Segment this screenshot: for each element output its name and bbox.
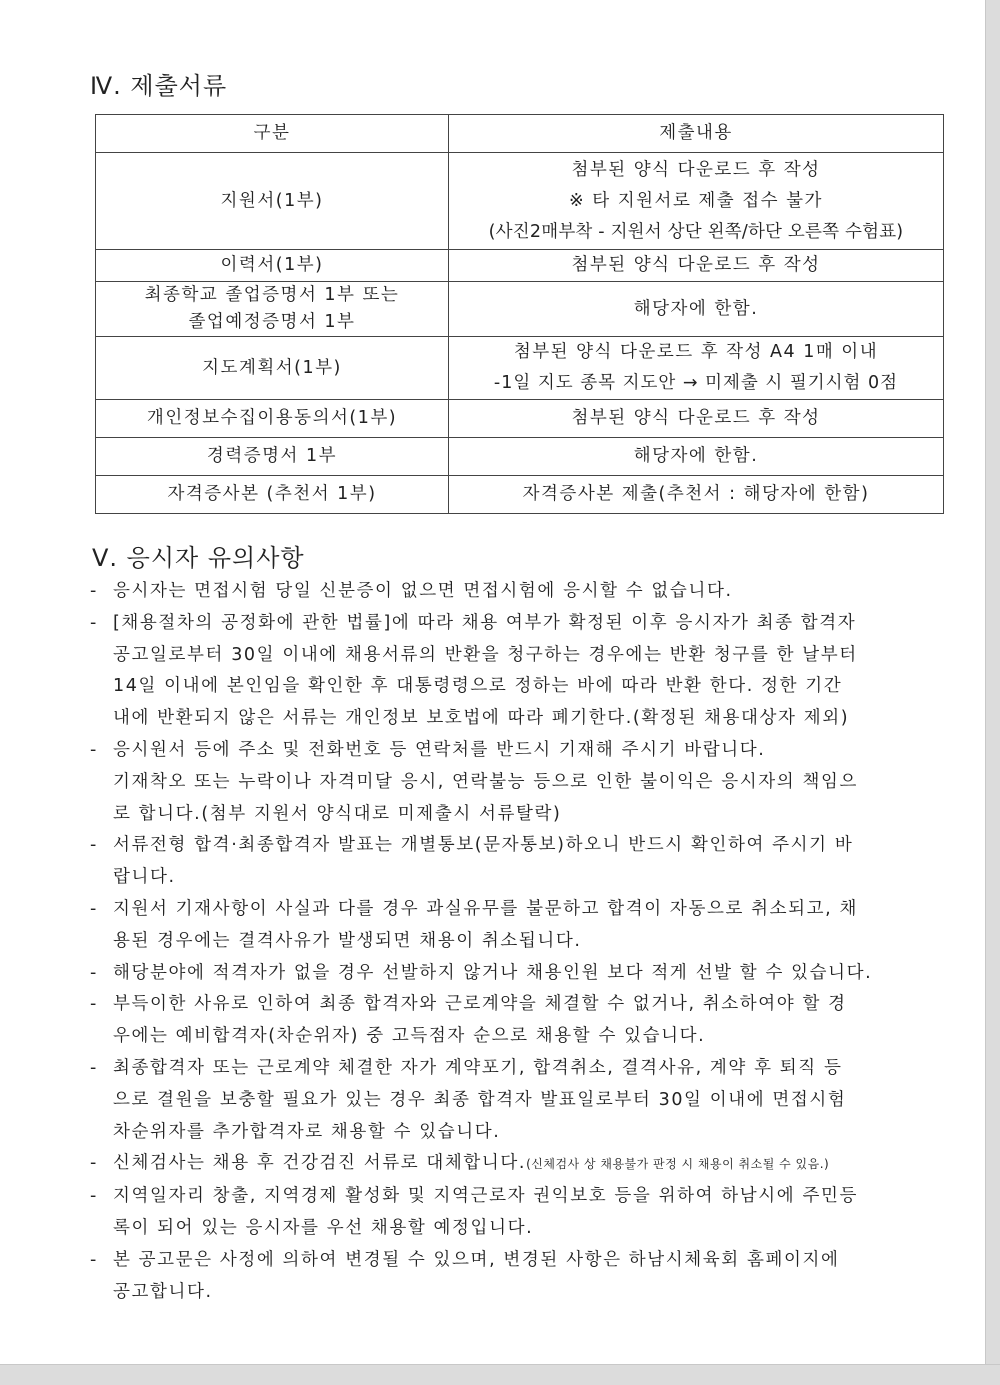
header-content: 제출내용 <box>449 115 944 153</box>
content-cell: 자격증사본 제출(추천서 : 해당자에 한함) <box>449 476 944 514</box>
content-cell: 첨부된 양식 다운로드 후 작성 A4 1매 이내 -1일 지도 종목 지도안 → 미제출 시 필기시험 0점 <box>449 337 944 400</box>
list-item: - 신체검사는 채용 후 건강검진 서류로 대체합니다.(신체검사 상 채용불가 판정 시 채용이 취소될 수 있음.) <box>90 1153 830 1174</box>
list-item: - 본 공고문은 사정에 의하여 변경될 수 있으며, 변경된 사항은 하남시체육회 홈페이지에 공고합니다. <box>90 1249 840 1302</box>
documents-table <box>95 114 944 514</box>
table-row <box>96 250 944 282</box>
content-cell: 첨부된 양식 다운로드 후 작성 <box>449 400 944 438</box>
section-4-title: Ⅳ. 제출서류 <box>90 72 228 100</box>
list-item: - 지원서 기재사항이 사실과 다를 경우 과실유무를 불문하고 합격이 자동으로 취소되고, 채 용된 경우에는 결격사유가 발생되면 채용이 취소됩니다. <box>90 898 858 951</box>
doc-cell: 지도계획서(1부) <box>96 337 449 400</box>
content-cell: 첨부된 양식 다운로드 후 작성 ※ 타 지원서로 제출 접수 불가 (사진2매부착 - 지원서 상단 왼쪽/하단 오른쪽 수험표) <box>449 153 944 250</box>
content-cell: 해당자에 한함. <box>449 282 944 337</box>
table-row <box>96 400 944 438</box>
page-edge-right <box>985 0 1000 1385</box>
small-note: (신체검사 상 채용불가 판정 시 채용이 취소될 수 있음.) <box>526 1157 830 1172</box>
table-header-row <box>96 115 944 153</box>
doc-cell: 이력서(1부) <box>96 250 449 282</box>
list-item: - [채용절차의 공정화에 관한 법률]에 따라 채용 여부가 확정된 이후 응시자가 최종 합격자 공고일로부터 30일 이내에 채용서류의 반환을 청구하는 경우에는 반환 청구를 한 날부터 14일 이내에 본인임을 확인한 후 대통령령으로 정하는 바에 따라 반환 한다. 정한 기간 내에 반환되지 않은 서류는 개인정보 보호법에 따라 폐기한다.(확정된 채용대상자 제외) <box>90 612 858 729</box>
list-item: - 서류전형 합격·최종합격자 발표는 개별통보(문자통보)하오니 반드시 확인하여 주시기 바 랍니다. <box>90 835 854 888</box>
section-5-title: Ⅴ. 응시자 유의사항 <box>92 544 305 572</box>
list-item: - 응시자는 면접시험 당일 신분증이 없으면 면접시험에 응시할 수 없습니다. <box>90 581 733 601</box>
list-item: - 최종합격자 또는 근로계약 체결한 자가 계약포기, 합격취소, 결격사유, 계약 후 퇴직 등 으로 결원을 보충할 필요가 있는 경우 최종 합격자 발표일로부터 30일 이내에 면접시험 차순위자를 추가합격자로 채용할 수 있습니다. <box>90 1057 847 1142</box>
list-item: - 응시원서 등에 주소 및 전화번호 등 연락처를 반드시 기재해 주시기 바랍니다. 기재착오 또는 누락이나 자격미달 응시, 연락불능 등으로 인한 불이익은 응시자의 책임으 로 합니다.(첨부 지원서 양식대로 미제출시 서류탈락) <box>90 739 858 824</box>
doc-cell: 최종학교 졸업증명서 1부 또는 졸업예정증명서 1부 <box>96 282 449 337</box>
doc-cell: 경력증명서 1부 <box>96 438 449 476</box>
table-row <box>96 337 944 400</box>
doc-cell: 자격증사본 (추천서 1부) <box>96 476 449 514</box>
table-row <box>96 476 944 514</box>
content-cell: 해당자에 한함. <box>449 438 944 476</box>
doc-cell: 지원서(1부) <box>96 153 449 250</box>
list-item: - 해당분야에 적격자가 없을 경우 선발하지 않거나 채용인원 보다 적게 선발 할 수 있습니다. <box>90 962 873 983</box>
notice-list <box>90 576 950 1308</box>
table-row <box>96 153 944 250</box>
header-category: 구분 <box>96 115 449 153</box>
page-edge-bottom <box>0 1364 1000 1385</box>
table-row <box>96 282 944 337</box>
doc-cell: 개인정보수집이용동의서(1부) <box>96 400 449 438</box>
content-cell: 첨부된 양식 다운로드 후 작성 <box>449 250 944 282</box>
list-item: - 지역일자리 창출, 지역경제 활성화 및 지역근로자 권익보호 등을 위하여 하남시에 주민등 록이 되어 있는 응시자를 우선 채용할 예정입니다. <box>90 1186 858 1238</box>
table-row <box>96 438 944 476</box>
list-item: - 부득이한 사유로 인하여 최종 합격자와 근로계약을 체결할 수 없거나, 취소하여야 할 경 우에는 예비합격자(차순위자) 중 고득점자 순으로 채용할 수 있습니다. <box>90 994 847 1047</box>
